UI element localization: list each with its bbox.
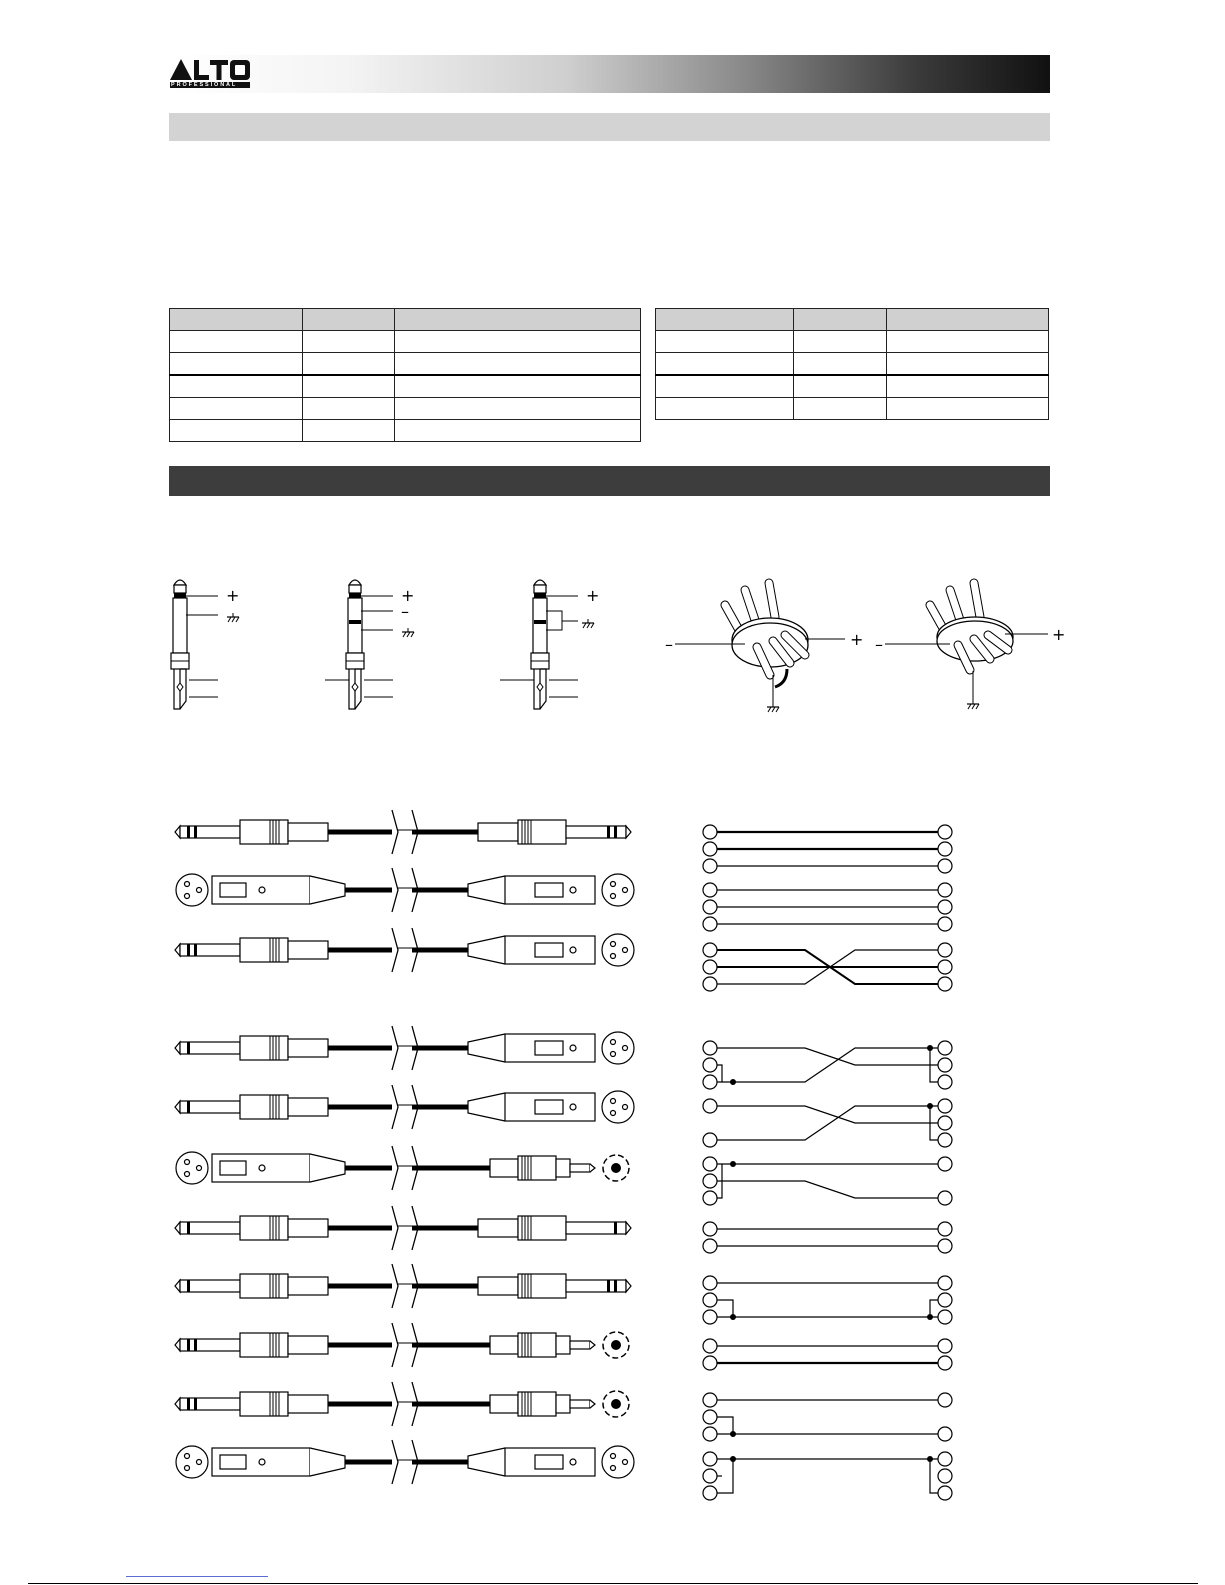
wiring-schematic (703, 1393, 952, 1441)
cable-drawing (175, 1382, 629, 1426)
cable-drawing (175, 1085, 634, 1129)
cable-drawing (175, 928, 634, 972)
table-row (170, 309, 641, 331)
wiring-schematic (703, 943, 952, 991)
svg-text:+: + (1052, 625, 1066, 644)
wiring-schematic (703, 1222, 952, 1253)
svg-text:+: + (850, 630, 864, 649)
wiring-schematic (703, 825, 952, 873)
xlr-male-icon (665, 583, 863, 712)
cable-drawing (176, 1146, 629, 1190)
xlr-female-icon (875, 583, 1065, 709)
trs-insert-plug-icon (500, 580, 599, 709)
wiring-schematic (703, 1099, 952, 1147)
table-row (656, 375, 1049, 398)
connector-diagrams (160, 575, 1066, 725)
header-gradient-bar (170, 55, 1050, 93)
footer-rule (28, 1583, 1198, 1584)
cable-wiring-diagrams (0, 790, 1225, 1510)
section-header-cables (169, 466, 1050, 496)
cable-drawing (175, 1206, 631, 1250)
table-row (170, 398, 641, 420)
svg-text:+: + (401, 586, 415, 605)
cable-drawing (176, 1440, 634, 1484)
section-header-specs (169, 113, 1050, 141)
ts-plug-icon (171, 580, 239, 709)
table-row (170, 331, 641, 353)
wiring-schematic (703, 1452, 952, 1500)
table-row (656, 398, 1049, 420)
cable-drawing (175, 1026, 634, 1070)
cable-drawing (176, 868, 634, 912)
trs-plug-icon (325, 580, 414, 709)
table-row (656, 309, 1049, 331)
table-row (656, 331, 1049, 353)
cable-drawing (175, 1323, 629, 1367)
wiring-schematic (703, 1157, 952, 1205)
wiring-schematic (703, 1276, 952, 1324)
wiring-schematic (703, 883, 952, 931)
table-row (656, 353, 1049, 376)
svg-text:+: + (226, 586, 240, 605)
svg-text:–: – (875, 635, 883, 654)
table-row (170, 420, 641, 442)
wiring-schematic (703, 1041, 952, 1089)
table-row (170, 375, 641, 398)
logo-subtitle: PROFESSIONAL (171, 82, 238, 88)
wiring-schematic (703, 1339, 952, 1370)
svg-text:–: – (401, 602, 409, 621)
cable-drawing (175, 810, 631, 854)
svg-text:–: – (665, 635, 673, 654)
svg-text:+: + (586, 586, 600, 605)
spec-table-right (655, 308, 1049, 420)
table-row (170, 353, 641, 376)
cable-drawing (175, 1264, 631, 1308)
footer-link-underline (126, 1576, 268, 1577)
spec-table-left (169, 308, 641, 442)
